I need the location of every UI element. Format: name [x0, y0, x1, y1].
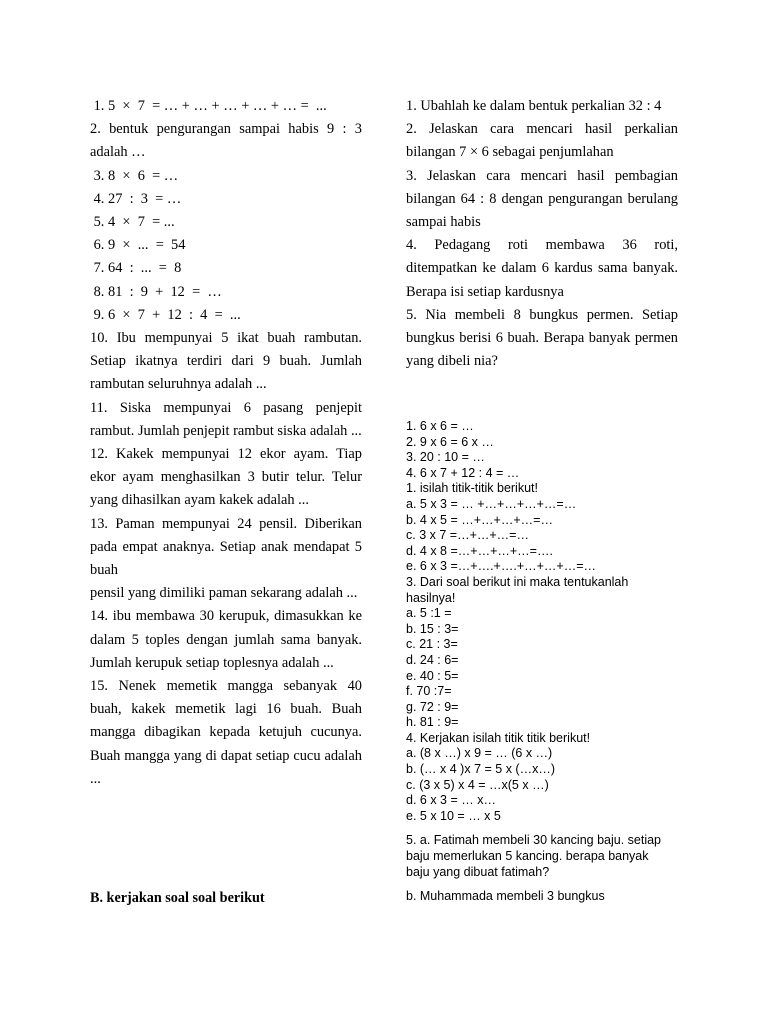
exercise-line: a. 5 x 3 = … +…+…+…+…=…: [406, 496, 577, 511]
section-b-heading: B. kerjakan soal soal berikut: [90, 890, 265, 906]
story-question-5a-line: baju memerlukan 5 kancing. berapa banyak: [406, 849, 649, 864]
exercise-line: g. 72 : 9=: [406, 699, 459, 714]
exercise-line: a. (8 x …) x 9 = … (6 x …): [406, 746, 553, 761]
question-14: 14. ibu membawa 30 kerupuk, dimasukkan ke dalam 5 toples dengan jumlah sama banyak. Jumlah kerupuk setiap toplesnya adalah ...: [90, 608, 362, 671]
exercise-line: c. 21 : 3=: [406, 637, 458, 652]
exercise-line: d. 6 x 3 = … x…: [406, 793, 496, 808]
exercise-line: b. 4 x 5 = …+…+…+…=…: [406, 512, 553, 527]
question-15: 15. Nenek memetik mangga sebanyak 40 buah, kakek memetik lagi 16 buah. Buah mangga dibagikan kepada ketujuh cucunya. Buah mangga yang di dapat setiap cucu adalah ...: [90, 678, 362, 787]
exercise-line: 1. 6 x 6 = …: [406, 419, 474, 433]
exercise-line: b. 15 : 3=: [406, 621, 459, 636]
question-1: 1. 5 × 7 = … + … + … + … + … = ...: [90, 98, 327, 114]
exercise-line: 3. 20 : 10 = …: [406, 450, 485, 465]
question-3: 3. 8 × 6 = …: [90, 167, 179, 184]
exercise-line: 4. Kerjakan isilah titik titik berikut!: [406, 730, 591, 745]
left-column: [90, 95, 362, 791]
essay-question-2: 2. Jelaskan cara mencari hasil perkalian bilangan 7 × 6 sebagai penjumlahan: [406, 121, 678, 161]
question-2: 2. bentuk pengurangan sampai habis 9 : 3 adalah …: [90, 121, 362, 161]
exercise-line: 3. Dari soal berikut ini maka tentukanlah: [406, 574, 629, 589]
question-5: 5. 4 × 7 = ...: [90, 214, 175, 231]
exercise-line: c. (3 x 5) x 4 = …x(5 x …): [406, 777, 549, 792]
essay-question-3: 3. Jelaskan cara mencari hasil pembagian bilangan 64 : 8 dengan pengurangan berulang sampai habis: [406, 167, 678, 231]
essay-question-1: 1. Ubahlah ke dalam bentuk perkalian 32 : 4: [406, 98, 662, 114]
question-12: 12. Kakek mempunyai 12 ekor ayam. Tiap ekor ayam menghasilkan 3 butir telur. Telur yang dihasilkan ayam kakek adalah ...: [90, 446, 362, 509]
exercise-line: c. 3 x 7 =…+…+…=…: [406, 528, 529, 543]
exercise-line: e. 6 x 3 =…+….+….+…+…+…=…: [406, 559, 597, 574]
question-8: 8. 81 : 9 + 12 = …: [90, 283, 222, 300]
question-13: 13. Paman mempunyai 24 pensil. Diberikan pada empat anaknya. Setiap anak mendapat 5 buah: [90, 515, 362, 579]
exercise-line: h. 81 : 9=: [406, 715, 459, 730]
exercise-line: b. (… x 4 )x 7 = 5 x (…x…): [406, 762, 555, 777]
question-13-continued: pensil yang dimiliki paman sekarang adalah ...: [90, 585, 358, 602]
story-question-5a-line: 5. a. Fatimah membeli 30 kancing baju. setiap: [406, 833, 661, 848]
exercise-line: 4. 6 x 7 + 12 : 4 = …: [406, 465, 520, 480]
question-4: 4. 27 : 3 = …: [90, 190, 182, 207]
exercise-line: a. 5 :1 =: [406, 606, 452, 621]
exercise-line: d. 24 : 6=: [406, 652, 459, 667]
exercise-line: e. 5 x 10 = … x 5: [406, 808, 501, 823]
exercise-line: 1. isilah titik-titik berikut!: [406, 481, 538, 496]
question-11: 11. Siska mempunyai 6 pasang penjepit rambut. Jumlah penjepit rambut siska adalah ...: [90, 399, 362, 439]
story-question-5b: b. Muhammada membeli 3 bungkus: [406, 889, 605, 904]
essay-question-5: 5. Nia membeli 8 bungkus permen. Setiap bungkus berisi 6 buah. Berapa banyak permen yang dibeli nia?: [406, 306, 678, 370]
right-column: [406, 95, 678, 373]
question-9: 9. 6 × 7 + 12 : 4 = ...: [90, 306, 241, 323]
essay-question-4: 4. Pedagang roti membawa 36 roti, ditempatkan ke dalam 6 kardus sama banyak. Berapa isi setiap kardusnya: [406, 237, 678, 300]
question-10: 10. Ibu mempunyai 5 ikat buah rambutan. Setiap ikatnya terdiri dari 9 buah. Jumlah rambutan seluruhnya adalah ...: [90, 330, 362, 393]
exercise-line: d. 4 x 8 =…+…+…+…=….: [406, 543, 553, 558]
question-7: 7. 64 : ... = 8: [90, 260, 182, 277]
exercise-line: e. 40 : 5=: [406, 668, 459, 683]
story-question-5a-line: baju yang dibuat fatimah?: [406, 864, 550, 879]
exercise-list: [406, 419, 706, 905]
exercise-line: hasilnya!: [406, 590, 456, 605]
question-6: 6. 9 × ... = 54: [90, 237, 186, 254]
exercise-line: 2. 9 x 6 = 6 x …: [406, 434, 494, 449]
exercise-line: f. 70 :7=: [406, 684, 452, 699]
